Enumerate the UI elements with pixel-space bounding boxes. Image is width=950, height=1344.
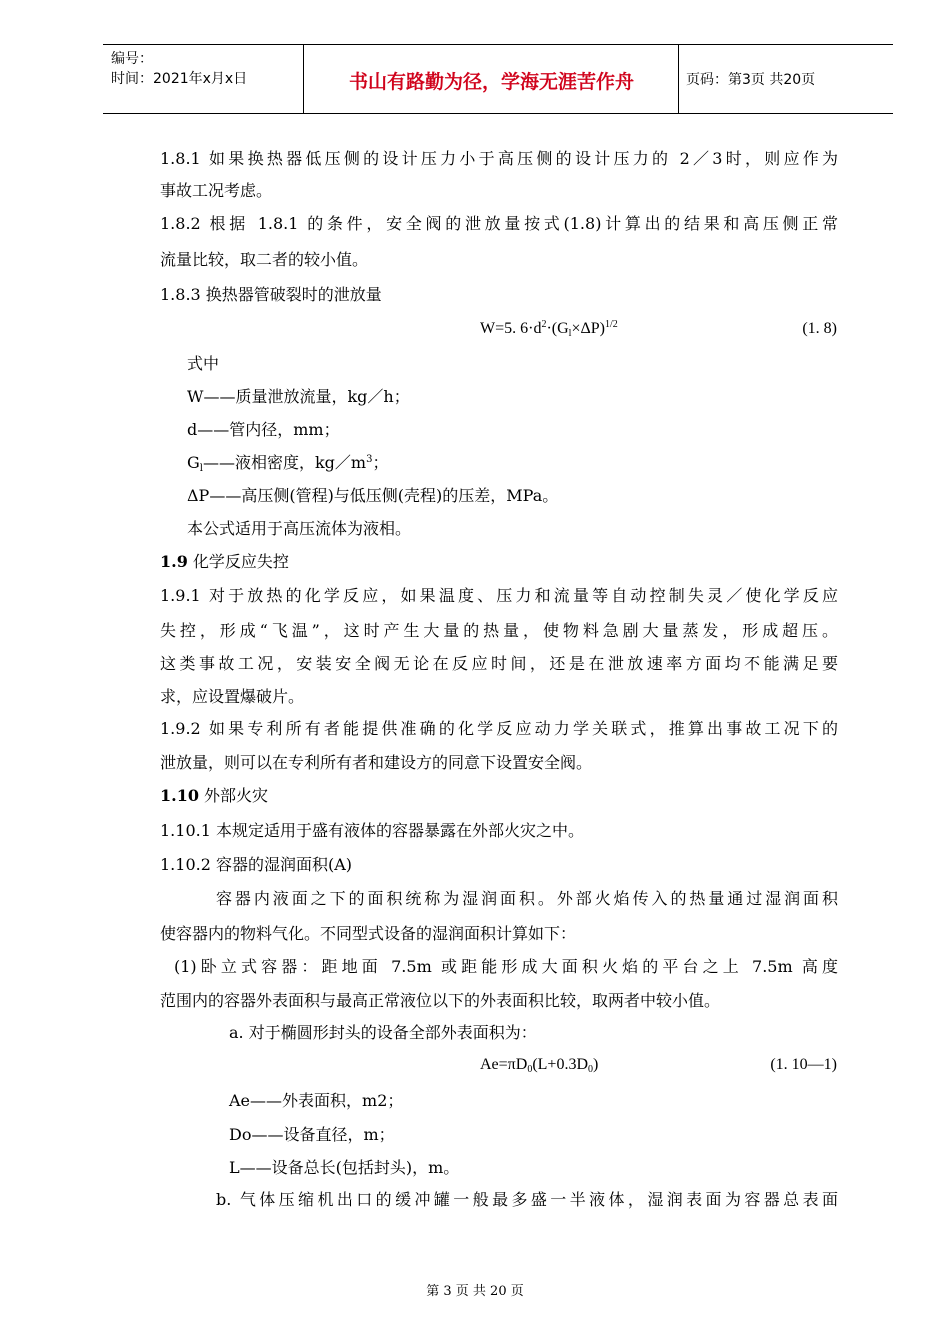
page-footer: 第 3 页 共 20 页 <box>426 1284 524 1299</box>
paragraph-1-8-2-cont: 流量比较，取二者的较小值。 <box>160 250 369 269</box>
section-heading-1-10 <box>160 785 268 807</box>
number-label: 编号： <box>111 51 153 67</box>
header-divider <box>303 45 304 113</box>
eq-part: W=5. 6·d <box>480 320 542 337</box>
section-heading-1-9 <box>160 551 289 573</box>
paragraph-1-8-3: 1.8.3 换热器管破裂时的泄放量 <box>160 285 382 304</box>
paragraph-1-9-2: 1.9.2 如果专利所有者能提供准确的化学反应动力学关联式，推算出事故工况下的 <box>160 719 838 738</box>
paragraph-1-8-2: 1.8.2 根据 1.8.1 的条件，安全阀的泄放量按式(1.8)计算出的结果和高压侧正常 <box>160 214 838 233</box>
definition-l: L——设备总长(包括封头)，m。 <box>229 1158 460 1177</box>
eq-sup: 2 <box>541 319 547 330</box>
header-meta <box>111 49 247 89</box>
header-motto: 书山有路勤为径，学海无涯苦作舟 <box>348 71 634 93</box>
paragraph-1-9-1: 1.9.1 对于放热的化学反应，如果温度、压力和流量等自动控制失灵／使化学反应 <box>160 586 838 605</box>
paragraph-1-9-1-cont: 失控，形成“飞温”，这时产生大量的热量，使物料急剧大量蒸发，形成超压。 <box>160 621 838 640</box>
paragraph-wetted-area: 容器内液面之下的面积统称为湿润面积。外部火焰传入的热量通过湿润面积 <box>216 889 838 908</box>
section-title: 外部火灾 <box>198 786 269 805</box>
eq-part: Ae=πD <box>480 1056 528 1073</box>
header-page-info: 页码：第3页 共20页 <box>686 72 816 88</box>
paragraph-horizontal-vessel: (1)卧立式容器：距地面 7.5m 或距能形成大面积火焰的平台之上 7.5m 高度 <box>174 957 838 976</box>
eq-sub: 0 <box>588 1064 593 1075</box>
eq-sub: 0 <box>527 1064 533 1075</box>
paragraph-wetted-area-cont: 使容器内的物料气化。不同型式设备的湿润面积计算如下： <box>160 924 577 943</box>
paragraph-1-9-1-cont: 这类事故工况，安装安全阀无论在反应时间，还是在泄放速率方面均不能满足要 <box>160 654 838 673</box>
eq-sub: l <box>568 328 572 339</box>
time-label: 时间：2021年x月x日 <box>111 71 248 87</box>
def-sup: 3 <box>366 454 373 465</box>
paragraph-1-9-2-cont: 泄放量，则可以在专利所有者和建设方的同意下设置安全阀。 <box>160 753 593 772</box>
def-part: ——液相密度，kg／m <box>202 453 367 472</box>
header-table <box>103 44 893 114</box>
section-title: 化学反应失控 <box>187 552 289 571</box>
equation-number: (1. 8) <box>802 320 837 337</box>
def-part: G <box>187 453 200 472</box>
paragraph-1-9-1-cont: 求，应设置爆破片。 <box>160 687 305 706</box>
equation-1-10-1 <box>480 1054 598 1076</box>
eq-part: ×ΔP) <box>571 320 605 337</box>
paragraph-1-8-1: 1.8.1 如果换热器低压侧的设计压力小于高压侧的设计压力的 2／3时，则应作为 <box>160 149 838 168</box>
definition-d: d——管内径，mm； <box>187 420 340 439</box>
paragraph-1-10-1: 1.10.1 本规定适用于盛有液体的容器暴露在外部火灾之中。 <box>160 821 584 840</box>
formula-note: 本公式适用于高压流体为液相。 <box>187 519 412 538</box>
definition-do: Do——设备直径，m； <box>229 1125 395 1144</box>
equation-number: (1. 10—1) <box>770 1056 837 1073</box>
paragraph-item-b: b. 气体压缩机出口的缓冲罐一般最多盛一半液体，湿润表面为容器总表面 <box>216 1190 838 1209</box>
paragraph-item-a: a. 对于椭圆形封头的设备全部外表面积为： <box>229 1023 537 1042</box>
eq-part: ) <box>593 1056 599 1073</box>
equation-1-8 <box>480 318 618 340</box>
section-number: 1.9 <box>160 552 188 571</box>
section-number: 1.10 <box>160 786 199 805</box>
eq-sup: 1/2 <box>605 319 618 330</box>
def-sub: l <box>199 463 203 474</box>
where-label: 式中 <box>187 354 220 373</box>
header-divider <box>678 45 679 113</box>
definition-ae: Ae——外表面积，m2； <box>229 1091 404 1110</box>
eq-part: (L+0.3D <box>532 1056 588 1073</box>
def-part: ； <box>372 453 389 472</box>
paragraph-1-10-2: 1.10.2 容器的湿润面积(A) <box>160 855 353 874</box>
definition-w: W——质量泄放流量，kg／h； <box>187 387 410 406</box>
paragraph-1-8-1-cont: 事故工况考虑。 <box>160 181 273 200</box>
definition-g <box>187 452 389 474</box>
paragraph-horizontal-vessel-cont: 范围内的容器外表面积与最高正常液位以下的外表面积比较，取两者中较小值。 <box>160 991 721 1010</box>
eq-part: ·(G <box>546 320 569 337</box>
definition-delta-p: ΔP——高压侧(管程)与低压侧(壳程)的压差，MPa。 <box>187 486 559 505</box>
